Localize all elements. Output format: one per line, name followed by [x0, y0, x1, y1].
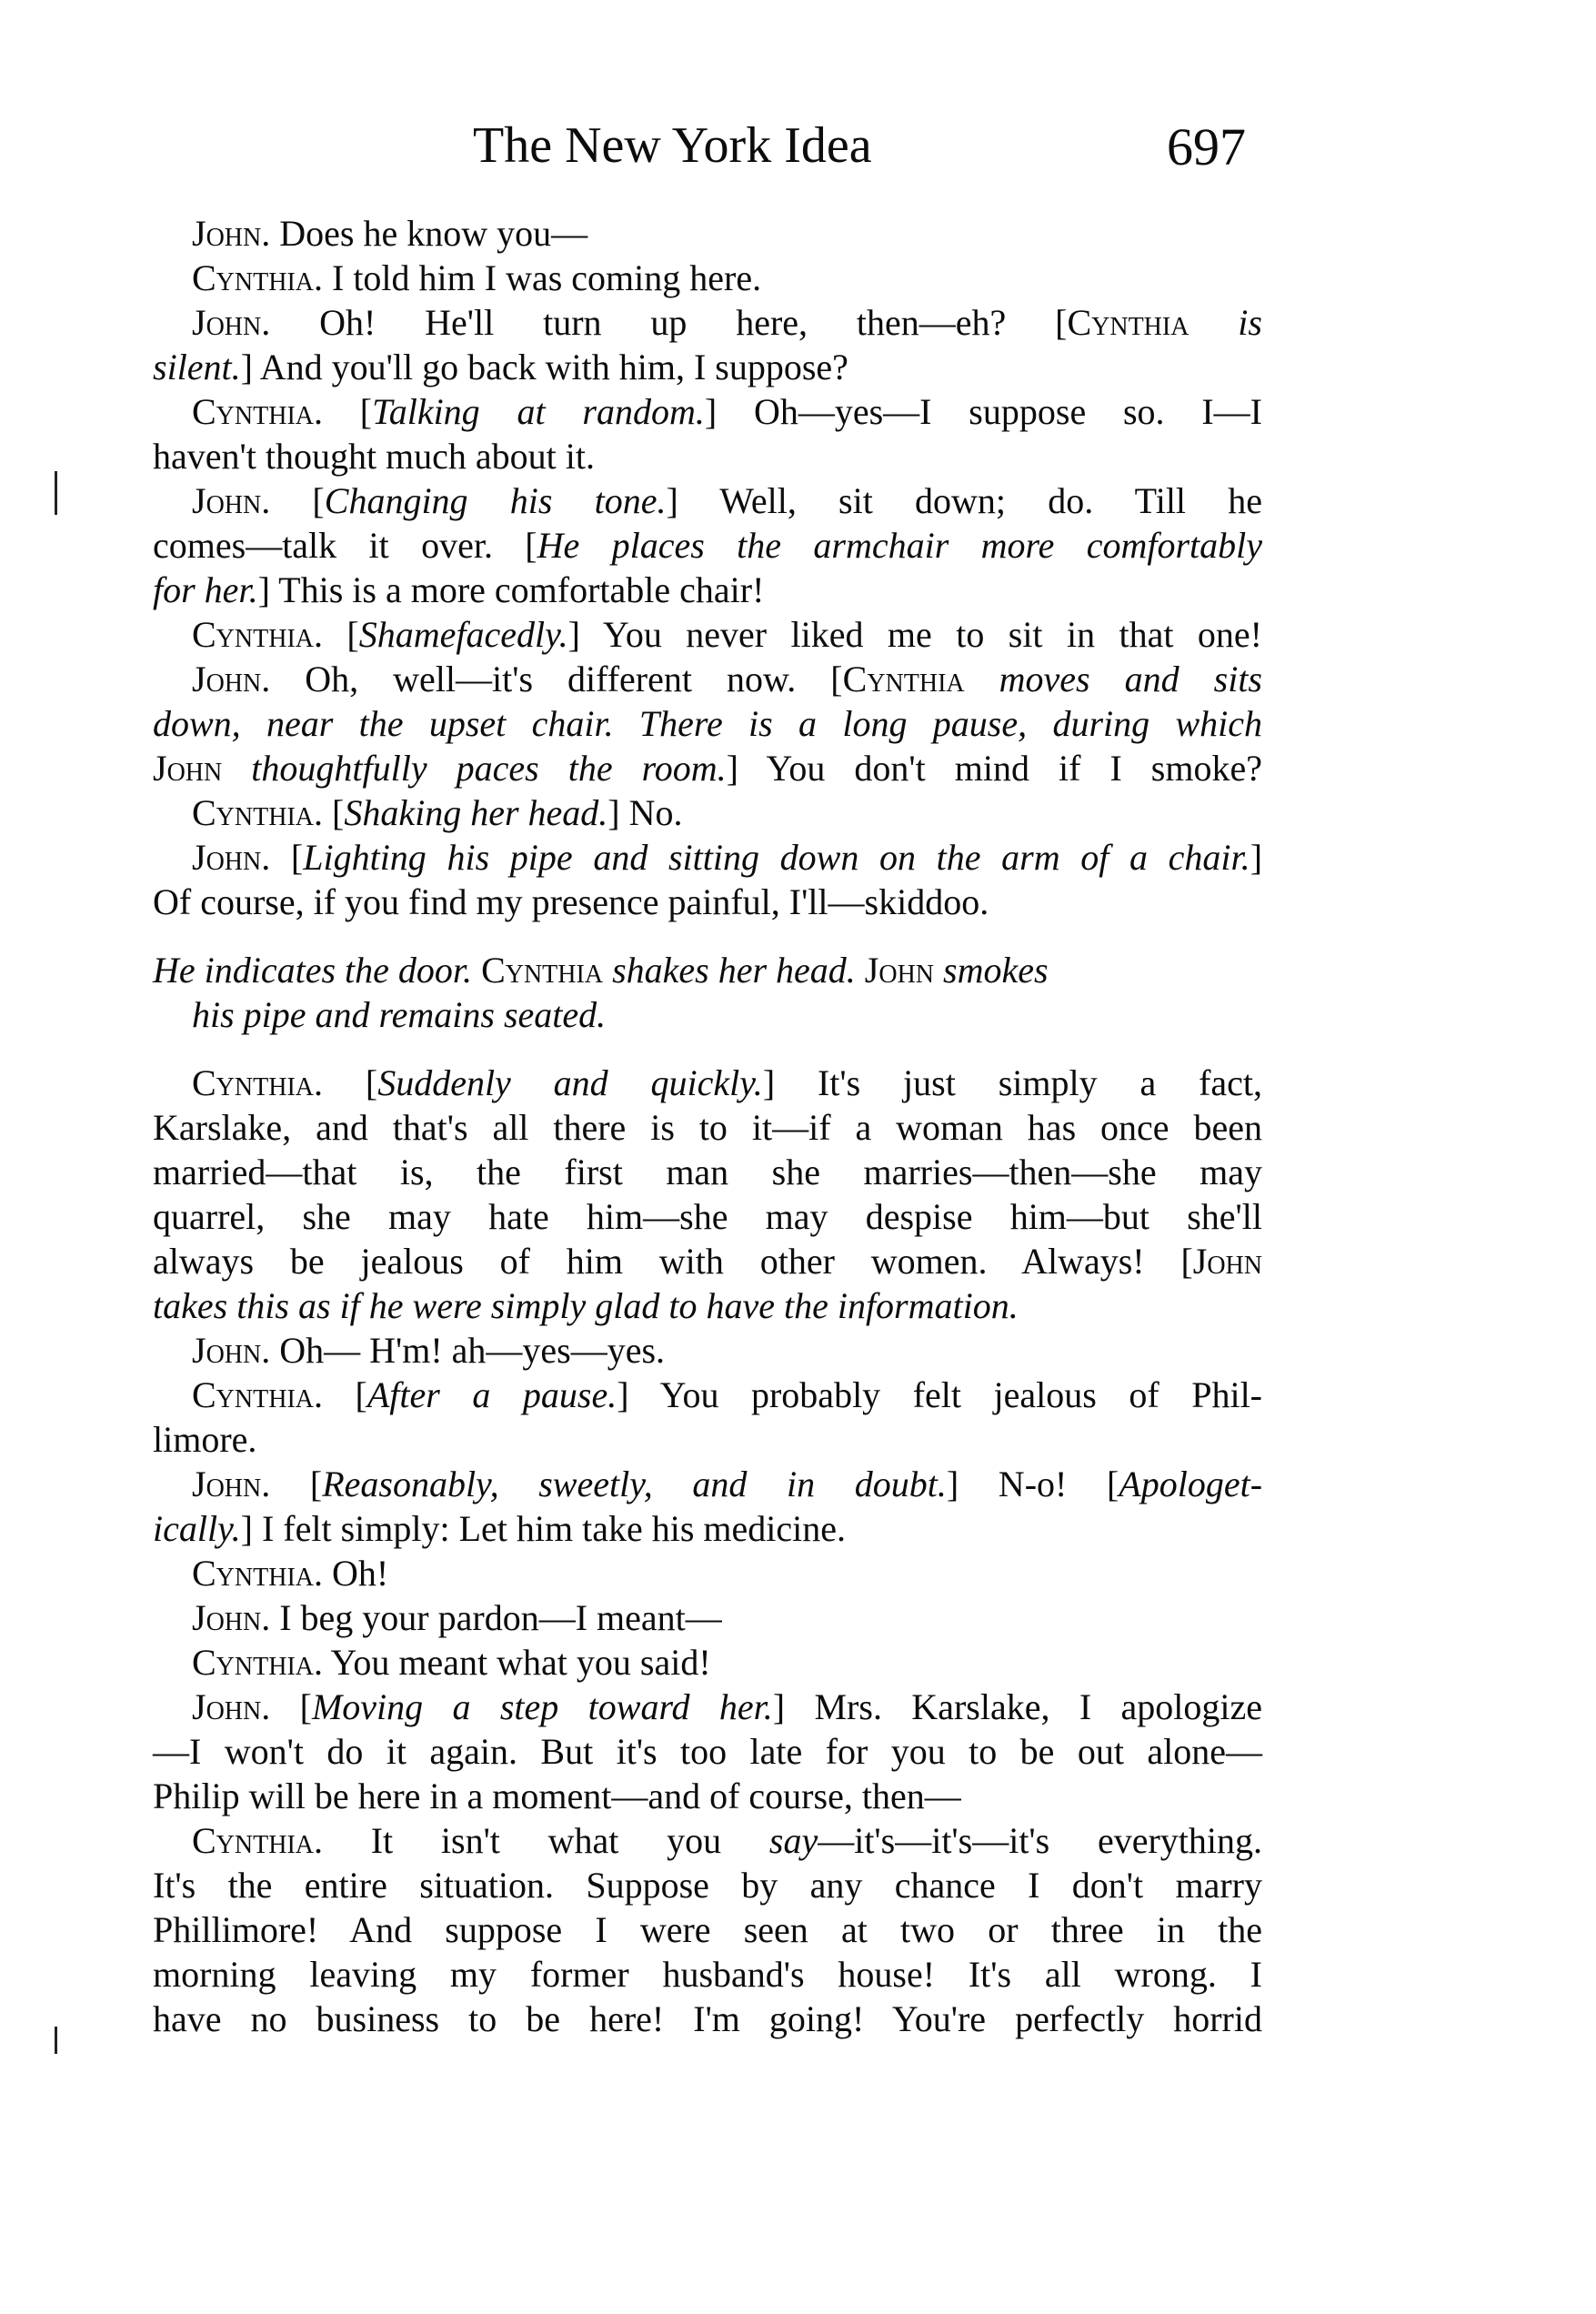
dialogue-text: Does he know you— — [270, 213, 588, 254]
stage-direction: thoughtfully paces the room. — [222, 748, 727, 789]
text-line — [153, 948, 1262, 992]
stage-direction: moves and sits — [964, 659, 1262, 699]
dialogue-text: It's the entire situation. Suppose by any chance I don't marry — [153, 1865, 1262, 1906]
text-line — [153, 211, 1262, 256]
dialogue-text: ] It's just simply a fact, — [762, 1062, 1263, 1103]
dialogue-text: —it's—it's—it's everything. — [818, 1820, 1262, 1861]
dialogue-text: [ — [270, 1686, 312, 1727]
text-line — [153, 1328, 1262, 1373]
speaker-name: John. — [192, 213, 271, 254]
dialogue-text: married—that is, the first man she marries—then—she may — [153, 1152, 1262, 1192]
dialogue-text: [ — [323, 614, 359, 655]
stage-direction: takes this as if he were simply glad to have the information. — [153, 1285, 1019, 1326]
text-line — [153, 880, 1262, 924]
text-line — [153, 612, 1262, 657]
speaker-name: Cynthia — [1067, 302, 1189, 343]
text-line — [153, 1239, 1262, 1283]
text-line — [153, 1685, 1262, 1729]
text-line — [153, 1551, 1262, 1595]
stage-direction: smokes — [934, 950, 1049, 991]
text-line — [153, 1595, 1262, 1640]
dialogue-text: ] Oh—yes—I suppose so. I—I — [704, 391, 1262, 432]
text-line — [153, 1818, 1262, 1863]
speaker-name: John — [153, 748, 223, 789]
dialogue-text: ] And you'll go back with him, I suppose? — [240, 347, 848, 387]
paragraph-gap — [153, 924, 1262, 948]
text-line — [153, 568, 1262, 612]
dialogue-text: [ — [270, 1464, 323, 1504]
speaker-name: Cynthia. — [192, 1642, 323, 1683]
dialogue-text: always be jealous of him with other women. Always! [ — [153, 1241, 1193, 1282]
text-line — [153, 1952, 1262, 1997]
stage-direction: Changing his tone. — [324, 480, 667, 521]
speaker-name: Cynthia. — [192, 1062, 323, 1103]
stage-direction: Suddenly and quickly. — [377, 1062, 763, 1103]
stage-direction: He places the armchair more comfortably — [537, 525, 1262, 566]
text-line — [153, 523, 1262, 568]
speaker-name: Cynthia. — [192, 257, 323, 298]
dialogue-text: ] Mrs. Karslake, I apologize — [772, 1686, 1262, 1727]
speaker-name: Cynthia. — [192, 792, 323, 833]
text-line — [153, 746, 1262, 790]
speaker-name: John. — [192, 659, 271, 699]
dialogue-text: [ — [323, 1374, 367, 1415]
dialogue-text: limore. — [153, 1419, 257, 1460]
stage-direction: Reasonably, sweetly, and in doubt. — [322, 1464, 947, 1504]
dialogue-text: ] You don't mind if I smoke? — [726, 748, 1262, 789]
dialogue-text: —I won't do it again. But it's too late for you to be out alone— — [153, 1731, 1262, 1772]
text-line — [153, 256, 1262, 300]
speaker-name: John — [864, 950, 935, 991]
text-line — [153, 1194, 1262, 1239]
text-line — [153, 1729, 1262, 1774]
dialogue-text: ] You never liked me to sit in that one! — [567, 614, 1262, 655]
dialogue-text: [ — [270, 480, 325, 521]
stage-direction: Moving a step toward her. — [311, 1686, 773, 1727]
margin-mark — [55, 2027, 57, 2054]
dialogue-text: ] — [1250, 837, 1263, 878]
stage-direction: Lighting his pipe and sitting down on the arm of a chair. — [303, 837, 1250, 878]
dialogue-text: quarrel, she may hate him—she may despise him—but she'll — [153, 1196, 1262, 1237]
text-line — [153, 790, 1262, 835]
stage-direction: After a pause. — [366, 1374, 617, 1415]
speaker-name: John. — [192, 1597, 271, 1638]
margin-mark — [55, 471, 57, 515]
speaker-name: John. — [192, 1464, 271, 1504]
dialogue-text: ] No. — [607, 792, 683, 833]
stage-direction: Talking at random. — [372, 391, 705, 432]
stage-direction: his pipe and remains seated. — [192, 994, 607, 1035]
speaker-name: John. — [192, 480, 271, 521]
dialogue-text: [ — [270, 837, 304, 878]
dialogue-text: I beg your pardon—I meant— — [270, 1597, 722, 1638]
text-line — [153, 345, 1262, 389]
dialogue-text: Oh— H'm! ah—yes—yes. — [270, 1330, 666, 1371]
page-header — [0, 116, 1596, 189]
stage-direction: silent. — [153, 347, 241, 387]
text-line — [153, 1061, 1262, 1105]
running-title: The New York Idea — [473, 117, 872, 174]
dialogue-text: [ — [323, 1062, 378, 1103]
dialogue-text: ] This is a more comfortable chair! — [257, 569, 765, 610]
text-line — [153, 1150, 1262, 1194]
dialogue-text: Oh, well—it's different now. [ — [270, 659, 843, 699]
stage-direction: ically. — [153, 1508, 241, 1549]
dialogue-text: Of course, if you find my presence painful, I'll—skiddoo. — [153, 881, 989, 922]
page-number: 697 — [1167, 117, 1246, 176]
stage-direction: for her. — [153, 569, 258, 610]
text-line — [153, 835, 1262, 880]
dialogue-text: Phillimore! And suppose I were seen at two or three in the — [153, 1909, 1262, 1950]
dialogue-text: comes—talk it over. [ — [153, 525, 537, 566]
speaker-name: Cynthia. — [192, 1374, 323, 1415]
stage-direction: Shamefacedly. — [358, 614, 568, 655]
speaker-name: John. — [192, 302, 271, 343]
speaker-name: John. — [192, 837, 271, 878]
stage-direction: down, near the upset chair. There is a long pause, during which — [153, 703, 1262, 744]
speaker-name: Cynthia. — [192, 391, 323, 432]
speaker-name: Cynthia — [481, 950, 604, 991]
text-line — [153, 1907, 1262, 1952]
stage-direction: say — [768, 1820, 818, 1861]
stage-direction: Apologet- — [1119, 1464, 1263, 1504]
dialogue-text: morning leaving my former husband's house! It's all wrong. I — [153, 1954, 1262, 1995]
speaker-name: John — [1192, 1241, 1262, 1282]
dialogue-text: Philip will be here in a moment—and of course, then— — [153, 1776, 961, 1816]
stage-direction: is — [1189, 302, 1262, 343]
stage-direction: He indicates the door. — [153, 950, 482, 991]
speaker-name: Cynthia. — [192, 1820, 323, 1861]
text-line — [153, 478, 1262, 523]
dialogue-text: It isn't what you — [323, 1820, 769, 1861]
text-line — [153, 657, 1262, 701]
text-line — [153, 992, 1262, 1037]
stage-direction: Shaking her head. — [344, 792, 608, 833]
dialogue-text: haven't thought much about it. — [153, 436, 596, 477]
dialogue-text: ] You probably felt jealous of Phil- — [617, 1374, 1262, 1415]
dialogue-text: Karslake, and that's all there is to it—if a woman has once been — [153, 1107, 1262, 1148]
dialogue-text: I told him I was coming here. — [323, 257, 762, 298]
dialogue-text: ] I felt simply: Let him take his medicine. — [240, 1508, 847, 1549]
text-line — [153, 300, 1262, 345]
paragraph-gap — [153, 1037, 1262, 1061]
speaker-name: John. — [192, 1330, 271, 1371]
text-line — [153, 389, 1262, 434]
text-line — [153, 1774, 1262, 1818]
text-line — [153, 1373, 1262, 1417]
text-line — [153, 1863, 1262, 1907]
dialogue-text: ] Well, sit down; do. Till he — [666, 480, 1262, 521]
dialogue-text: ] N-o! [ — [946, 1464, 1119, 1504]
text-line — [153, 1462, 1262, 1506]
text-line — [153, 701, 1262, 746]
text-line — [153, 1997, 1262, 2041]
text-line — [153, 1105, 1262, 1150]
text-line — [153, 434, 1262, 478]
text-line — [153, 1640, 1262, 1685]
dialogue-text: have no business to be here! I'm going! You're perfectly horrid — [153, 1998, 1262, 2039]
speaker-name: Cynthia. — [192, 614, 323, 655]
dialogue-text: [ — [323, 792, 345, 833]
dialogue-text: You meant what you said! — [323, 1642, 711, 1683]
text-line — [153, 1417, 1262, 1462]
speaker-name: Cynthia. — [192, 1553, 323, 1594]
speaker-name: John. — [192, 1686, 271, 1727]
dialogue-text: Oh! — [323, 1553, 389, 1594]
speaker-name: Cynthia — [842, 659, 965, 699]
dialogue-text: [ — [323, 391, 373, 432]
text-line — [153, 1506, 1262, 1551]
script-text — [153, 211, 1262, 2041]
dialogue-text: Oh! He'll turn up here, then—eh? [ — [270, 302, 1068, 343]
stage-direction: shakes her head. — [603, 950, 865, 991]
text-line — [153, 1283, 1262, 1328]
